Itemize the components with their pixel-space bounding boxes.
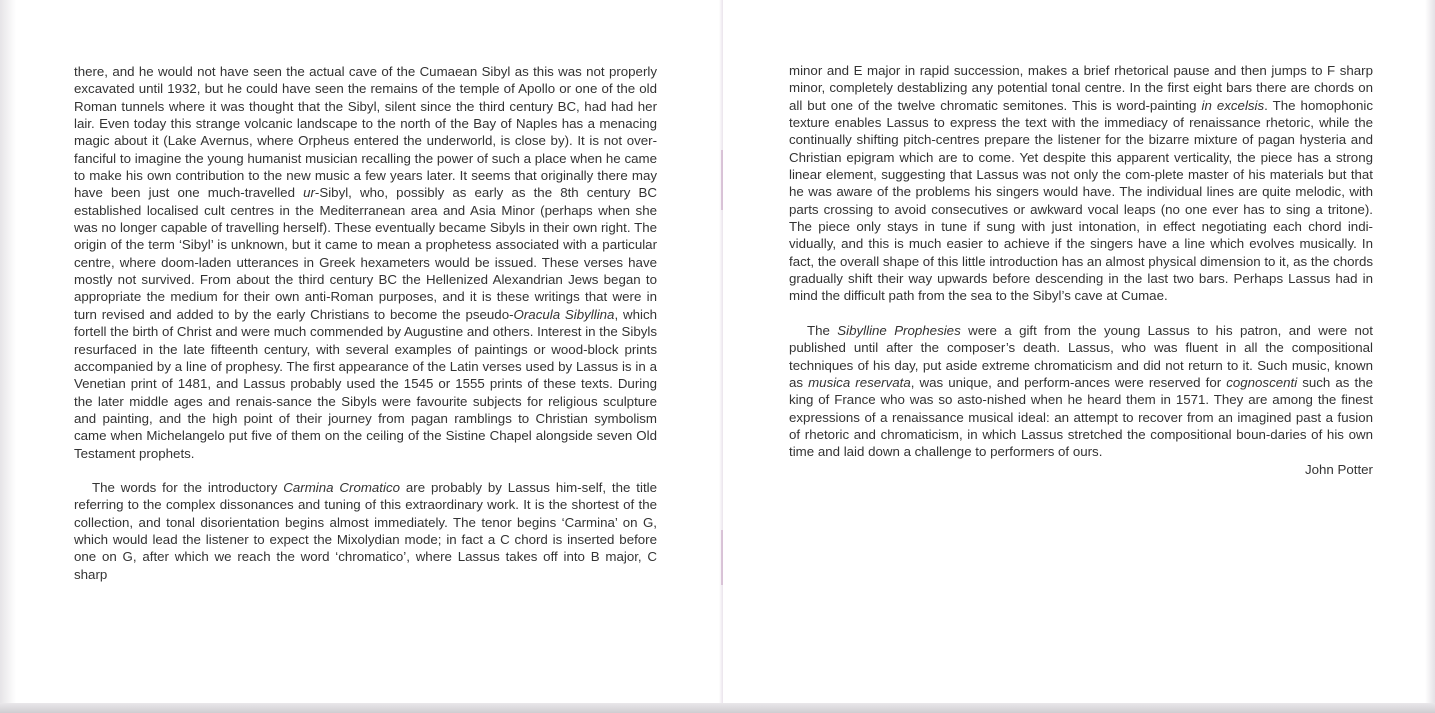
paragraph-gap bbox=[789, 305, 1373, 322]
right-paragraph-2 bbox=[789, 322, 1373, 461]
right-page-edge bbox=[1425, 0, 1435, 706]
text-run: such as the king of France who was so asto-nished when he heard them in 1571. They are among the finest expressions of a renaissance musical ideal: an attempt to recover from an imagined past a fusion of rhetoric and chromaticism, in which Lassus stretched the compositional boun-daries of his own time and laid down a challenge to performers of ours. bbox=[789, 374, 1373, 460]
italic-term: cognoscenti bbox=[1226, 374, 1298, 390]
left-paragraph-1 bbox=[74, 63, 657, 462]
italic-term: in excelsis bbox=[1201, 97, 1265, 113]
left-page bbox=[0, 0, 723, 706]
italic-term: ur bbox=[303, 185, 315, 201]
text-run: . The homophonic texture enables Lassus to express the text with the immediacy of renaissance rhetoric, while the continually shifting pitch-centres prepare the listener for the bizarre mixture of pagan hysteria and Christian epigram which are to come. Yet despite this apparent verticality, the piece has a strong linear element, suggesting that Lassus was not only the com-plete master of his materials but that he was aware of the problems his singers would have. The individual lines are quite melodic, with parts crossing to avoid consecutives or awkward vocal leaps (no one ever has to sing a tritone). The piece only stays in tune if sung with just intonation, in effect negotiating each chord indi-vidually, and this is much easier to achieve if the singers have a line which evolves musically. In fact, the overall shape of this little introduction has an almost physical dimension to it, as the chords gradually shift their way upwards before descending in the last two bars. Perhaps Lassus had in mind the difficult path from the sea to the Sibyl’s cave at Cumae. bbox=[789, 97, 1373, 304]
left-text-column bbox=[74, 63, 657, 583]
paragraph-gap bbox=[74, 462, 657, 479]
text-run: were a gift from the young Lassus to his patron, and were not published until after the composer’s death. Lassus, who was fluent in all the compositional techniques of his day, put aside extreme chromaticism and did not return to it. Such music, known as bbox=[789, 322, 1373, 390]
text-run: there, and he would not have seen the actual cave of the Cumaean Sibyl as this was not properly excavated until 1932, but he could have seen the remains of the temple of Apollo or one of the old Roman tunnels where it was thought that the Sibyl, silent since the third century BC, had had her lair. Even today this strange volcanic landscape to the north of the Bay of Naples has a menacing magic about it (Lake Avernus, where Orpheus entered the underworld, is close by). It is not over-fanciful to imagine the young humanist musician recalling the power of such a place when he came to make his own contribution to the new music a few years later. It seems that originally there may have been just one much-travelled bbox=[74, 64, 657, 201]
text-run: -Sibyl, who, possibly as early as the 8th century BC established localised cult centres in the Mediterranean area and Asia Minor (perhaps when she was no longer capable of travelling herself). These eventually became Sibyls in their own right. The origin of the term ‘Sibyl’ is unknown, but it came to mean a prophetess associated with a particular centre, where doom-laden utterances in Greek hexameters would be issued. These verses have mostly not survived. From about the third century BC the Hellenized Alexandrian Jews began to appropriate the medium for their own anti-Roman purposes, and it is these writings that were in turn revised and added to by the early Christians to become the pseudo- bbox=[74, 185, 657, 322]
bottom-shadow bbox=[0, 703, 1435, 713]
italic-term: musica reservata bbox=[808, 374, 911, 390]
left-page-edge bbox=[0, 0, 16, 706]
left-paragraph-2 bbox=[74, 479, 657, 583]
text-run: The bbox=[807, 322, 838, 338]
italic-title: Sibylline Prophesies bbox=[837, 322, 961, 338]
text-run: minor and E major in rapid succession, makes a brief rhetorical pause and then jumps to F sharp minor, completely destablizing any potential tonal centre. In the first eight bars there are chords on all but one of the twelve chromatic semitones. This is word-painting bbox=[789, 63, 1373, 113]
italic-title: Oracula Sibyllina bbox=[513, 306, 615, 322]
text-run: , which fortell the birth of Christ and were much commended by Augustine and others. Interest in the Sibyls resurfaced in the late fifteenth century, with several examples of paintings or wood-block prints accompanied by a line of prophesy. The first appearance of the Latin verses used by Lassus is in a Venetian print of 1481, and Lassus probably used the 1545 or 1555 prints of these texts. During the later middle ages and renais-sance the Sibyls were favourite subjects for religious sculpture and painting, and the high point of their journey from pagan ramblings to Christian symbolism came when Michelangelo put five of them on the ceiling of the Sistine Chapel alongside seven Old Testament prophets. bbox=[74, 306, 657, 461]
text-run: The words for the introductory bbox=[92, 479, 284, 495]
right-paragraph-1 bbox=[789, 62, 1373, 305]
author-signature: John Potter bbox=[1304, 461, 1373, 477]
right-text-column bbox=[789, 62, 1373, 478]
text-run: , was unique, and perform-ances were reserved for bbox=[910, 374, 1227, 390]
text-run: are probably by Lassus him-self, the title referring to the complex dissonances and tuning of this extraordinary work. It is the shortest of the collection, and tonal disorientation begins almost immediately. The tenor begins ‘Carmina’ on G, which would lead the listener to expect the Mixolydian mode; in fact a C chord is inserted before one on G, after which we reach the word ‘chromatico’, where Lassus takes off into B major, C sharp bbox=[74, 479, 657, 582]
italic-title: Carmina Cromatico bbox=[283, 479, 400, 495]
